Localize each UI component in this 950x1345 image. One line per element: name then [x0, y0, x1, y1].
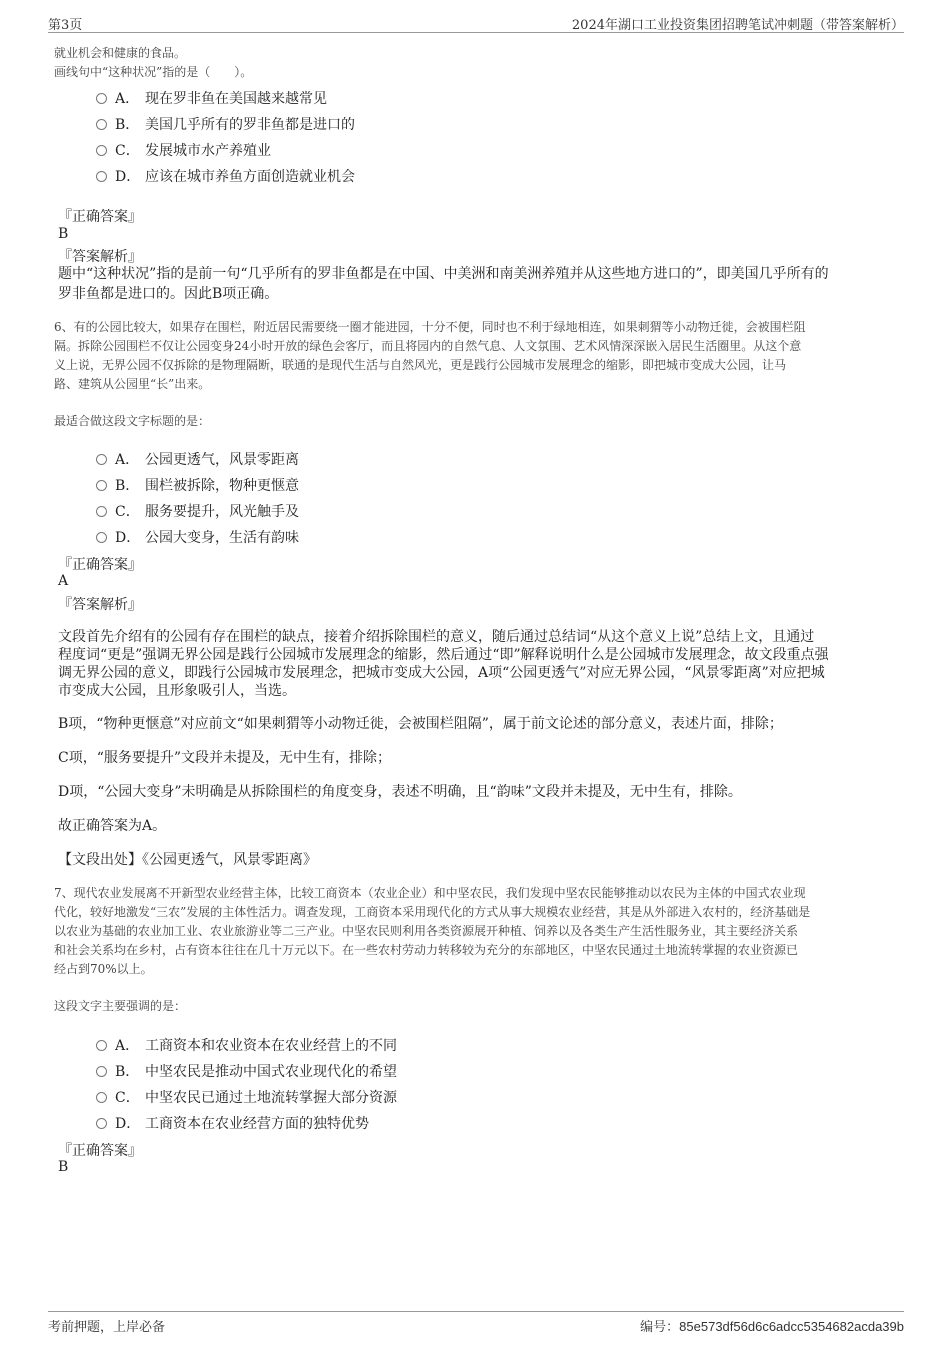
q6-analysis-c: C项，“服务要提升”文段并未提及，无中生有，排除； [58, 750, 392, 766]
radio-icon[interactable] [96, 1092, 107, 1103]
q7-stem-line: 以农业为基础的农业加工业、农业旅游业等二三产业。中坚农民则利用各类资源展开种植、饲养以及各类生产生活性服务业，其主要经济关系 [54, 924, 799, 938]
radio-icon[interactable] [96, 93, 107, 104]
q5-answer-label: 『正确答案』 [58, 209, 142, 225]
q5-analysis-line: 题中“这种状况”指的是前一句“几乎所有的罗非鱼都是在中国、中美洲和南美洲养殖并从这些地方进口的”，即美国几乎所有的 [58, 266, 829, 282]
q6-conclusion: 故正确答案为A。 [58, 818, 167, 834]
q6-source: 【文段出处】《公园更透气，风景零距离》 [58, 852, 317, 868]
q7-answer: B [58, 1159, 69, 1175]
q6-option-c[interactable]: C． 服务要提升，风光触手及 [96, 501, 299, 521]
q6-analysis-b: B项，“物种更惬意”对应前文“如果刺猬等小动物迁徙，会被围栏阻隔”，属于前文论述的部分意义，表述片面，排除； [58, 716, 783, 732]
q6-analysis-line: 调无界公园的意义，即践行公园城市发展理念，把城市变成大公园，A项“公园更透气”对应无界公园，“风景零距离”对应把城 [58, 665, 825, 681]
footer-slogan: 考前押题，上岸必备 [48, 1320, 166, 1335]
q6-stem-line: 隔。拆除公园围栏不仅让公园变身24小时开放的绿色会客厅，而且将园内的自然气息、人文氛围、艺术风情深深嵌入居民生活圈里。从这个意 [54, 339, 802, 353]
q5-option-c[interactable]: C． 发展城市水产养殖业 [96, 140, 271, 160]
radio-icon[interactable] [96, 454, 107, 465]
q7-option-a[interactable]: A． 工商资本和农业资本在农业经营上的不同 [96, 1035, 397, 1055]
radio-icon[interactable] [96, 1040, 107, 1051]
q6-option-b[interactable]: B． 围栏被拆除，物种更惬意 [96, 475, 299, 495]
document-title: 2024年湖口工业投资集团招聘笔试冲刺题（带答案解析） [571, 18, 904, 33]
q6-analysis-line: 文段首先介绍有的公园有存在围栏的缺点，接着介绍拆除围栏的意义，随后通过总结词“从这个意义上说”总结上文，且通过 [58, 629, 815, 645]
document-code: 编号：85e573df56d6c6adcc5354682acda39b [640, 1319, 904, 1335]
q5-option-a[interactable]: A． 现在罗非鱼在美国越来越常见 [96, 88, 327, 108]
q6-answer-label: 『正确答案』 [58, 557, 142, 573]
q6-analysis-label: 『答案解析』 [58, 597, 142, 613]
q6-answer: A [58, 573, 69, 589]
q7-option-d[interactable]: D． 工商资本在农业经营方面的独特优势 [96, 1113, 369, 1133]
page-footer [48, 1311, 904, 1334]
q7-stem-line: 经占到70%以上。 [54, 962, 153, 976]
radio-icon[interactable] [96, 119, 107, 130]
q5-option-b[interactable]: B． 美国几乎所有的罗非鱼都是进口的 [96, 114, 355, 134]
q7-option-c[interactable]: C． 中坚农民已通过土地流转掌握大部分资源 [96, 1087, 397, 1107]
radio-icon[interactable] [96, 480, 107, 491]
q5-answer: B [58, 226, 69, 242]
q5-analysis-line: 罗非鱼都是进口的。因此B项正确。 [58, 286, 279, 302]
radio-icon[interactable] [96, 1066, 107, 1077]
page-header [48, 14, 904, 33]
q5-analysis-label: 『答案解析』 [58, 249, 142, 265]
q6-analysis-line: 市变成大公园，且形象吸引人，当选。 [58, 683, 296, 699]
radio-icon[interactable] [96, 1118, 107, 1129]
q6-analysis-line: 程度词“更是”强调无界公园是践行公园城市发展理念的缩影，然后通过“即”解释说明什么是公园城市发展理念，故文段重点强 [58, 647, 829, 663]
q6-stem-line: 6、有的公园比较大，如果存在围栏，附近居民需要绕一圈才能进园，十分不便，同时也不利于绿地相连，如果刺猬等小动物迁徙，会被围栏阻 [54, 320, 806, 334]
q6-analysis-d: D项，“公园大变身”未明确是从拆除围栏的角度变身，表述不明确，且“韵味”文段并未提及，无中生有，排除。 [58, 784, 742, 800]
q6-question: 最适合做这段文字标题的是： [54, 414, 211, 428]
q5-question: 画线句中“这种状况”指的是（ ）。 [54, 65, 253, 79]
q7-question: 这段文字主要强调的是： [54, 999, 187, 1013]
q7-stem-line: 7、现代农业发展离不开新型农业经营主体，比较工商资本（农业企业）和中坚农民，我们发现中坚农民能够推动以农民为主体的中国式农业现 [54, 886, 806, 900]
q5-stem-continuation: 就业机会和健康的食品。 [54, 46, 187, 60]
page-number: 第3页 [48, 18, 83, 33]
q6-stem-line: 义上说，无界公园不仅拆除的是物理隔断，联通的是现代生活与自然风光，更是践行公园城市发展理念的缩影，即把城市变成大公园，让马 [54, 358, 787, 372]
radio-icon[interactable] [96, 171, 107, 182]
radio-icon[interactable] [96, 532, 107, 543]
radio-icon[interactable] [96, 506, 107, 517]
q7-stem-line: 代化，较好地激发“三农”发展的主体性活力。调查发现，工商资本采用现代化的方式从事大规模农业经营，其是从外部进入农村的，经济基础是 [54, 905, 811, 919]
q7-stem-line: 和社会关系均在乡村，占有资本往往在几十万元以下。在一些农村劳动力转移较为充分的东部地区，中坚农民通过土地流转掌握的农业资源已 [54, 943, 799, 957]
q5-option-d[interactable]: D． 应该在城市养鱼方面创造就业机会 [96, 166, 355, 186]
radio-icon[interactable] [96, 145, 107, 156]
q7-answer-label: 『正确答案』 [58, 1143, 142, 1159]
q6-option-a[interactable]: A． 公园更透气，风景零距离 [96, 449, 299, 469]
q6-option-d[interactable]: D． 公园大变身，生活有韵味 [96, 527, 299, 547]
q7-option-b[interactable]: B． 中坚农民是推动中国式农业现代化的希望 [96, 1061, 397, 1081]
q6-stem-line: 路、建筑从公园里“长”出来。 [54, 377, 211, 391]
